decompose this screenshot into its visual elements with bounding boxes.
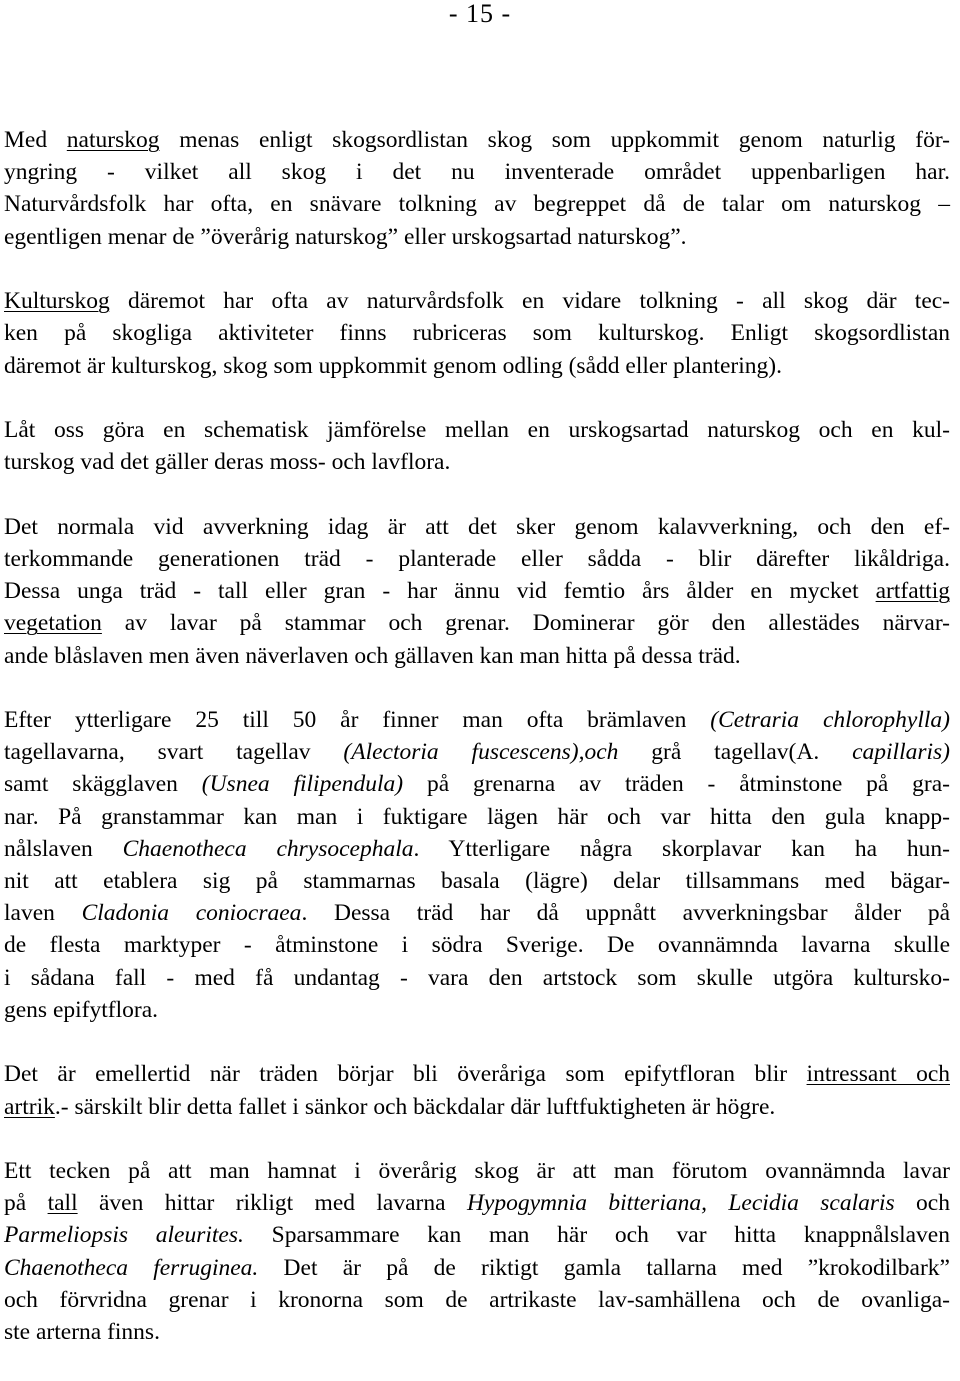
- text-run: Det är emellertid när träden börjar bli överåriga som epifytfloran blir: [4, 1061, 807, 1088]
- underlined-term: Kulturskog: [4, 288, 110, 315]
- species-name: (Cetraria chlorophylla): [710, 707, 950, 734]
- text-line: [4, 801, 950, 833]
- text-line: [4, 1316, 950, 1348]
- text-line: [4, 446, 950, 478]
- text-run: däremot är kulturskog, skog som uppkommit genom odling (sådd eller plantering).: [4, 352, 782, 379]
- text-line: [4, 768, 950, 800]
- text-line: [4, 350, 950, 382]
- paragraph: [4, 704, 950, 1026]
- text-line: [4, 1155, 950, 1187]
- text-run: och förvridna grenar i kronorna som de artrikaste lav-samhällena och de ovanliga-: [4, 1286, 950, 1313]
- text-line: [4, 414, 950, 446]
- species-name: Parmeliopsis aleurites.: [4, 1222, 244, 1249]
- text-run: . Ytterligare några skorplavar kan ha hun-: [413, 835, 951, 862]
- text-run: av lavar på stammar och grenar. Dominerar gör den allestädes närvar-: [101, 610, 950, 637]
- species-name: Hypogymnia bitteriana, Lecidia scalaris: [466, 1190, 895, 1217]
- text-line: [4, 124, 950, 156]
- text-line: [4, 543, 950, 575]
- paragraph: [4, 1058, 950, 1122]
- text-line: [4, 897, 950, 929]
- text-run: . Dessa träd har då uppnått avverkningsbar ålder på: [301, 900, 950, 927]
- text-run: tagellavarna, svart tagellav: [4, 739, 344, 766]
- text-line: [4, 221, 950, 253]
- text-run: egentligen menar de ”överårig naturskog” eller urskogsartad naturskog”.: [4, 223, 687, 250]
- text-line: [4, 156, 950, 188]
- text-line: [4, 285, 950, 317]
- text-run: däremot har ofta av naturvårdsfolk en vidare tolkning - all skog där tec-: [109, 288, 950, 315]
- text-run: grå tagellav(A.: [618, 739, 853, 766]
- text-run: nålslaven: [4, 835, 123, 862]
- text-run: Låt oss göra en schematisk jämförelse mellan en urskogsartad naturskog och en kul-: [4, 417, 950, 444]
- underlined-term: naturskog: [66, 127, 160, 153]
- underlined-term: vegetation: [4, 610, 102, 637]
- page-number: - 15 -: [448, 0, 512, 28]
- text-run: Ett tecken på att man hamnat i överårig skog är att man förutom ovannämnda lavar: [4, 1158, 950, 1185]
- document-body: [4, 124, 950, 1381]
- species-name: (Usnea filipendula): [201, 771, 404, 798]
- text-run: Efter ytterligare 25 till 50 år finner man ofta brämlaven: [4, 707, 711, 734]
- species-name: capillaris): [852, 739, 951, 766]
- text-line: [4, 704, 950, 736]
- paragraph: [4, 511, 950, 672]
- text-run: även hittar rikligt med lavarna: [77, 1190, 467, 1217]
- text-line: [4, 962, 950, 994]
- text-run: ande blåslaven men även näverlaven och gällaven kan man hitta på dessa träd.: [4, 642, 741, 669]
- text-run: Sparsammare kan man här och var hitta knappnålslaven: [243, 1222, 950, 1249]
- species-name: Cladonia coniocraea: [81, 900, 302, 927]
- text-run: i sådana fall - med få undantag - vara den artstock som skulle utgöra kultursko-: [4, 964, 950, 991]
- text-run: gens epifytflora.: [4, 996, 159, 1023]
- species-name: (Alectoria fuscescens),och: [343, 739, 619, 766]
- underlined-term: intressant och: [806, 1061, 950, 1088]
- text-run: och: [894, 1190, 950, 1217]
- paragraph: [4, 1155, 950, 1348]
- text-run: terkommande generationen träd - planterade eller sådda - blir därefter likåldriga.: [4, 545, 950, 572]
- text-run: de flesta marktyper - åtminstone i södra Sverige. De ovannämnda lavarna skulle: [4, 932, 950, 959]
- text-line: [4, 1058, 950, 1090]
- text-line: [4, 1284, 950, 1316]
- underlined-term: artrik: [4, 1093, 55, 1120]
- text-run: ste arterna finns.: [4, 1319, 160, 1346]
- text-line: [4, 736, 950, 768]
- text-run: Det är på de riktigt gamla tallarna med ”krokodilbark”: [258, 1254, 950, 1281]
- paragraph: [4, 124, 950, 253]
- text-run: menas enligt skogsordlistan skog som uppkommit genom naturlig för-: [159, 127, 951, 153]
- text-line: [4, 1219, 950, 1251]
- text-run: turskog vad det gäller deras moss- och lavflora.: [4, 449, 451, 476]
- text-line: [4, 188, 950, 220]
- text-run: på grenarna av träden - åtminstone på gra-: [403, 771, 950, 798]
- text-run: på: [4, 1190, 48, 1217]
- text-line: [4, 640, 950, 672]
- text-run: Dessa unga träd - tall eller gran - har ännu vid femtio års ålder en mycket: [4, 578, 876, 605]
- text-line: [4, 833, 950, 865]
- paragraph: [4, 414, 950, 478]
- species-name: Chaenotheca ferruginea.: [4, 1254, 259, 1281]
- text-line: [4, 511, 950, 543]
- text-line: [4, 1187, 950, 1219]
- underlined-term: artfattig: [875, 578, 950, 605]
- text-line: [4, 865, 950, 897]
- text-line: [4, 575, 950, 607]
- text-run: Det normala vid avverkning idag är att det sker genom kalavverkning, och den ef-: [4, 513, 950, 540]
- text-run: Naturvårdsfolk har ofta, en snävare tolkning av begreppet då de talar om naturskog –: [4, 191, 950, 218]
- text-run: samt skägglaven: [4, 771, 202, 798]
- text-run: nar. På granstammar kan man i fuktigare lägen här och var hitta den gula knapp-: [4, 803, 950, 830]
- text-line: [4, 1252, 950, 1284]
- text-line: [4, 317, 950, 349]
- text-line: [4, 929, 950, 961]
- text-line: [4, 1091, 950, 1123]
- text-run: nit att etablera sig på stammarnas basala (lägre) delar tillsammans med bägar-: [4, 868, 950, 895]
- text-run: yngring - vilket all skog i det nu inventerade området uppenbarligen har.: [4, 159, 950, 186]
- text-line: [4, 607, 950, 639]
- text-run: Med: [4, 127, 67, 153]
- species-name: Chaenotheca chrysocephala: [122, 835, 414, 862]
- text-run: ken på skogliga aktiviteter finns rubriceras som kulturskog. Enligt skogsordlistan: [4, 320, 950, 347]
- underlined-term: tall: [47, 1190, 78, 1217]
- paragraph: [4, 285, 950, 382]
- text-line: [4, 994, 950, 1026]
- text-run: .- särskilt blir detta fallet i sänkor och bäckdalar där luftfuktigheten är högre.: [54, 1093, 776, 1120]
- text-run: laven: [4, 900, 82, 927]
